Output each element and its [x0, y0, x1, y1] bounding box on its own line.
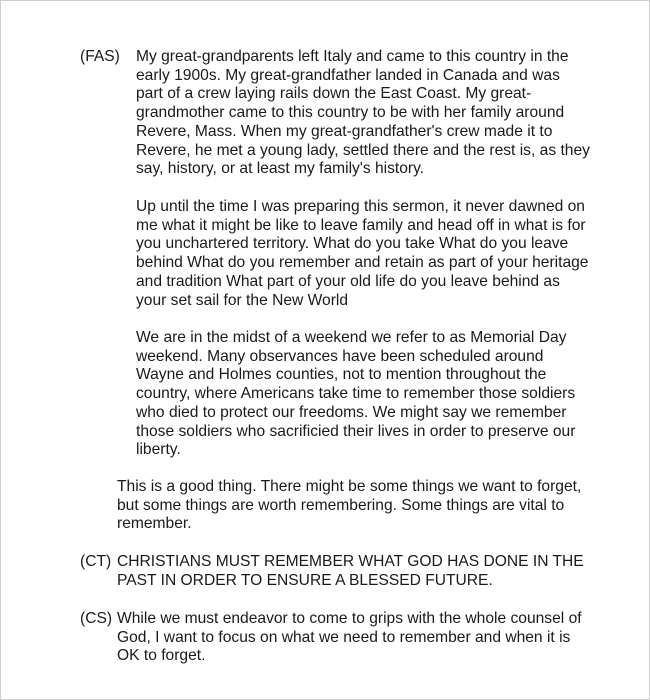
paragraph-fas-2: Up until the time I was preparing this sermon, it never dawned on me what it might be like to leave family and head off in what is for you unchartered territory. What do you take What do you leave behind What do you remember and retain as part of your heritage and tradition What part of your old life do you leave behind as your set sail for the New World: [136, 198, 589, 309]
paragraph-cs: While we must endeavor to come to grips with the whole counsel of God, I want to focus on what we need to remember and when it is OK to forget.: [117, 610, 582, 665]
paragraph-fas-3: We are in the midst of a weekend we refer to as Memorial Day weekend. Many observances have been scheduled around Wayne and Holmes counties, not to mention throughout the country, where Americans take time to remember those soldiers who died to protect our freedoms. We might say we remember those soldiers who sacrificied their lives in order to preserve our liberty.: [136, 329, 576, 459]
paragraph-fas-1: My great-grandparents left Italy and came to this country in the early 1900s. My great-grandfather landed in Canada and was part of a crew laying rails down the East Coast. My great-grandmother came to this country to be with her family around Revere, Mass. When my great-grandfather's crew made it to Revere, he met a young lady, settled there and the rest is, as they say, history, or at least my family's history.: [136, 48, 590, 178]
paragraph-ct: CHRISTIANS MUST REMEMBER WHAT GOD HAS DONE IN THE PAST IN ORDER TO ENSURE A BLESSED FUTURE.: [117, 553, 584, 589]
paragraph-transition: This is a good thing. There might be some things we want to forget, but some things are worth remembering. Some things are vital to remember.: [117, 478, 582, 533]
section-label-fas: (FAS): [80, 48, 120, 65]
section-label-ct: (CT): [80, 553, 112, 570]
section-label-cs: (CS): [80, 610, 113, 627]
